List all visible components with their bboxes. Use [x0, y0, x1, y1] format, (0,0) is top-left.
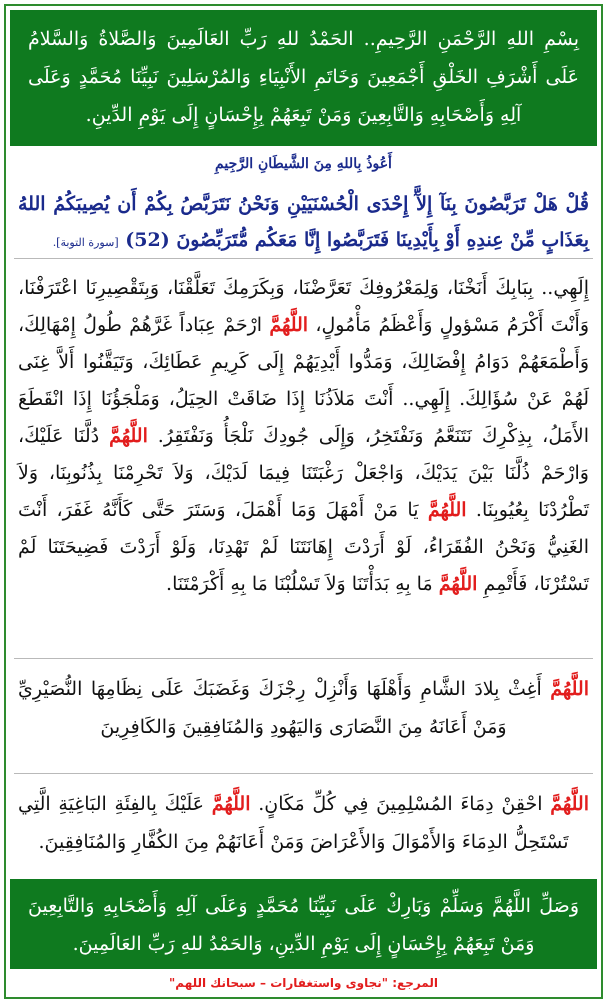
allahumma-word: اللَّهُمَّ — [211, 793, 251, 815]
allahumma-word: اللَّهُمَّ — [550, 678, 589, 700]
allahumma-word: اللَّهُمَّ — [269, 314, 309, 336]
opening-text: بِسْمِ اللهِ الرَّحْمَنِ الرَّحِيمِ.. الحَمْدُ للهِ رَبِّ العَالَمِينَ وَالصَّلاةُ وَالسَّلامُ عَلَى أَشْرَفِ الخَلْقِ أَجْمَعِينَ وَخَاتَمِ الأَنْبِيَاءِ وَالمُرْسَلِينَ نَبِيِّنَا مُحَمَّدٍ وَعَلَى آلِهِ وَأَصْحَابِهِ وَالتَّابِعِينَ وَمَنْ تَبِعَهُمْ بِإِحْسَانٍ إِلَى يَوْمِ الدِّينِ. — [28, 28, 579, 126]
opening-banner — [10, 10, 597, 146]
supplication-text: مَا بِهِ بَدَأْتَنَا وَلاَ تَسْلُبْنَا مَا بِهِ أَكْرَمْتَنَا. — [166, 573, 433, 595]
surah-name: [سورة التوبة]. — [52, 236, 119, 249]
verse-text: قُلْ هَلْ تَرَبَّصُونَ بِنَآ إِلآَّ إِحْدَى الْحُسْنَيَيْنِ وَنَحْنُ نَتَرَبَّصُ بِكُمْ أَن يُصِيبَكُمُ اللهُ بِعَذَابٍ مِّنْ عِندِهِ أَوْ بِأَيْدِينَا فَتَرَبَّصُوا إِنَّا مَعَكُم مُّتَرَبِّصُونَ — [18, 193, 589, 251]
supplication-text: احْقِنْ دِمَاءَ المُسْلِمِينَ فِي كُلِّ مَكَانٍ. — [258, 793, 543, 815]
divider — [14, 773, 593, 774]
allahumma-word: اللَّهُمَّ — [438, 573, 478, 595]
page-frame — [4, 4, 603, 999]
quran-verse — [18, 186, 589, 261]
closing-banner — [10, 879, 597, 969]
allahumma-word: اللَّهُمَّ — [550, 793, 589, 815]
divider — [14, 658, 593, 659]
supplication-text: ارْحَمْ عِبَاداً غَرَّهُمْ طُولُ إِمْهَالِكَ، وَأَطْمَعَهُمْ دَوَامُ إِفْضَالِكَ، وَمَدُّوا أَيْدِيَهُمْ إِلَى كَرِيمِ عَطَائِكَ، وَتَيَقَّنُوا أَلاَّ غِنَى لَهُمْ عَنْ سُؤَالِكَ. إِلَهِي.. أَنْتَ مَلاَذُنَا إِذَا ضَاقَتْ الحِيَلُ، وَمَلْجَؤُنَا إِذَا انْقَطَعَ الأَمَلُ، بِذِكْرِكَ نَتَنَعَّمُ وَنَفْتَخِرُ، وَإِلَى جُودِكَ نَلْجَأُ وَنَفْتَقِرُ. — [18, 314, 589, 447]
supplication-paragraph-3 — [18, 785, 589, 861]
closing-text: وَصَلِّ اللَّهُمَّ وَسَلِّمْ وَبَارِكْ عَلَى نَبِيِّنَا مُحَمَّدٍ وَعَلَى آلِهِ وَأَصْحَابِهِ وَالتَّابِعِينَ وَمَنْ تَبِعَهُمْ بِإِحْسَانٍ إِلَى يَوْمِ الدِّينِ، وَالحَمْدُ للهِ رَبِّ العَالَمِينَ. — [28, 895, 579, 955]
supplication-text: دُلَّنَا عَلَيْكَ، وَارْحَمْ ذُلَّنَا بَيْنَ يَدَيْكَ، وَاجْعَلْ رَغْبَتَنَا فِيمَا لَدَيْكَ، وَلاَ تَحْرِمْنَا بِذُنُوبِنَا، وَلاَ تَطْرُدْنَا بِعُيُوبِنَا. — [18, 425, 589, 521]
supplication-text: يَا مَنْ أَمْهَلَ وَمَا أَهْمَلَ، وَسَتَرَ حَتَّى كَأَنَّهُ غَفَرَ، أَنْتَ الغَنِيُّ وَنَحْنُ الفُقَرَاءُ، لَوْ أَرَدْتَ إِهَانَتَنَا لَمْ تَهْدِنَا، وَلَوْ أَرَدْتَ فَضِيحَتَنَا لَمْ تَسْتُرْنَا، فَأَتْمِمِ — [18, 499, 589, 595]
verse-number: (52) — [125, 229, 170, 251]
isti-adha-line: أَعُوذُ بِاللهِ مِنَ الشَّيطَانِ الرَّجِيمِ — [215, 156, 392, 172]
supplication-paragraph-1 — [18, 270, 589, 603]
supplication-text: إِلَهِي.. بِبَابِكَ أَنَخْنَا، وَلِمَعْرُوفِكَ تَعَرَّضْنَا، وَبِكَرَمِكَ تَعَلَّقْنَا، وَبِتَقْصِيرِنَا اعْتَرَفْنَا، وَأَنْتَ أَكْرَمُ مَسْؤولٍ وَأَعْظَمُ مَأْمُولٍ، — [18, 277, 590, 336]
allahumma-word: اللَّهُمَّ — [427, 499, 467, 521]
supplication-text: أَغِثْ بِلادَ الشَّامِ وَأَهْلَهَا وَأَنْزِلْ رِجْزَكَ وَغَضَبَكَ عَلَى نِظَامِهَا النُّصَيْرِيِّ وَمَنْ أَعَانَهُ مِنَ النَّصَارَى وَاليَهُودِ وَالمُنَافِقِينَ وَالكَافِرِينَ — [18, 678, 542, 738]
allahumma-word: اللَّهُمَّ — [109, 425, 148, 447]
source-reference: المرجع: "نجاوى واستغفارات – سبحانك اللهم" — [169, 976, 438, 990]
divider — [14, 258, 593, 259]
supplication-text: عَلَيْكَ بِالفِئَةِ البَاغِيَةِ الَّتِي تَسْتَحِلُّ الدِمَاءَ وَالأَمْوَالَ وَالأَعْرَاضَ وَمَنْ أَعَانَهُمْ مِنَ الكُفَّارِ وَالمُنَافِقِينَ. — [18, 793, 569, 853]
supplication-paragraph-2 — [18, 670, 589, 746]
